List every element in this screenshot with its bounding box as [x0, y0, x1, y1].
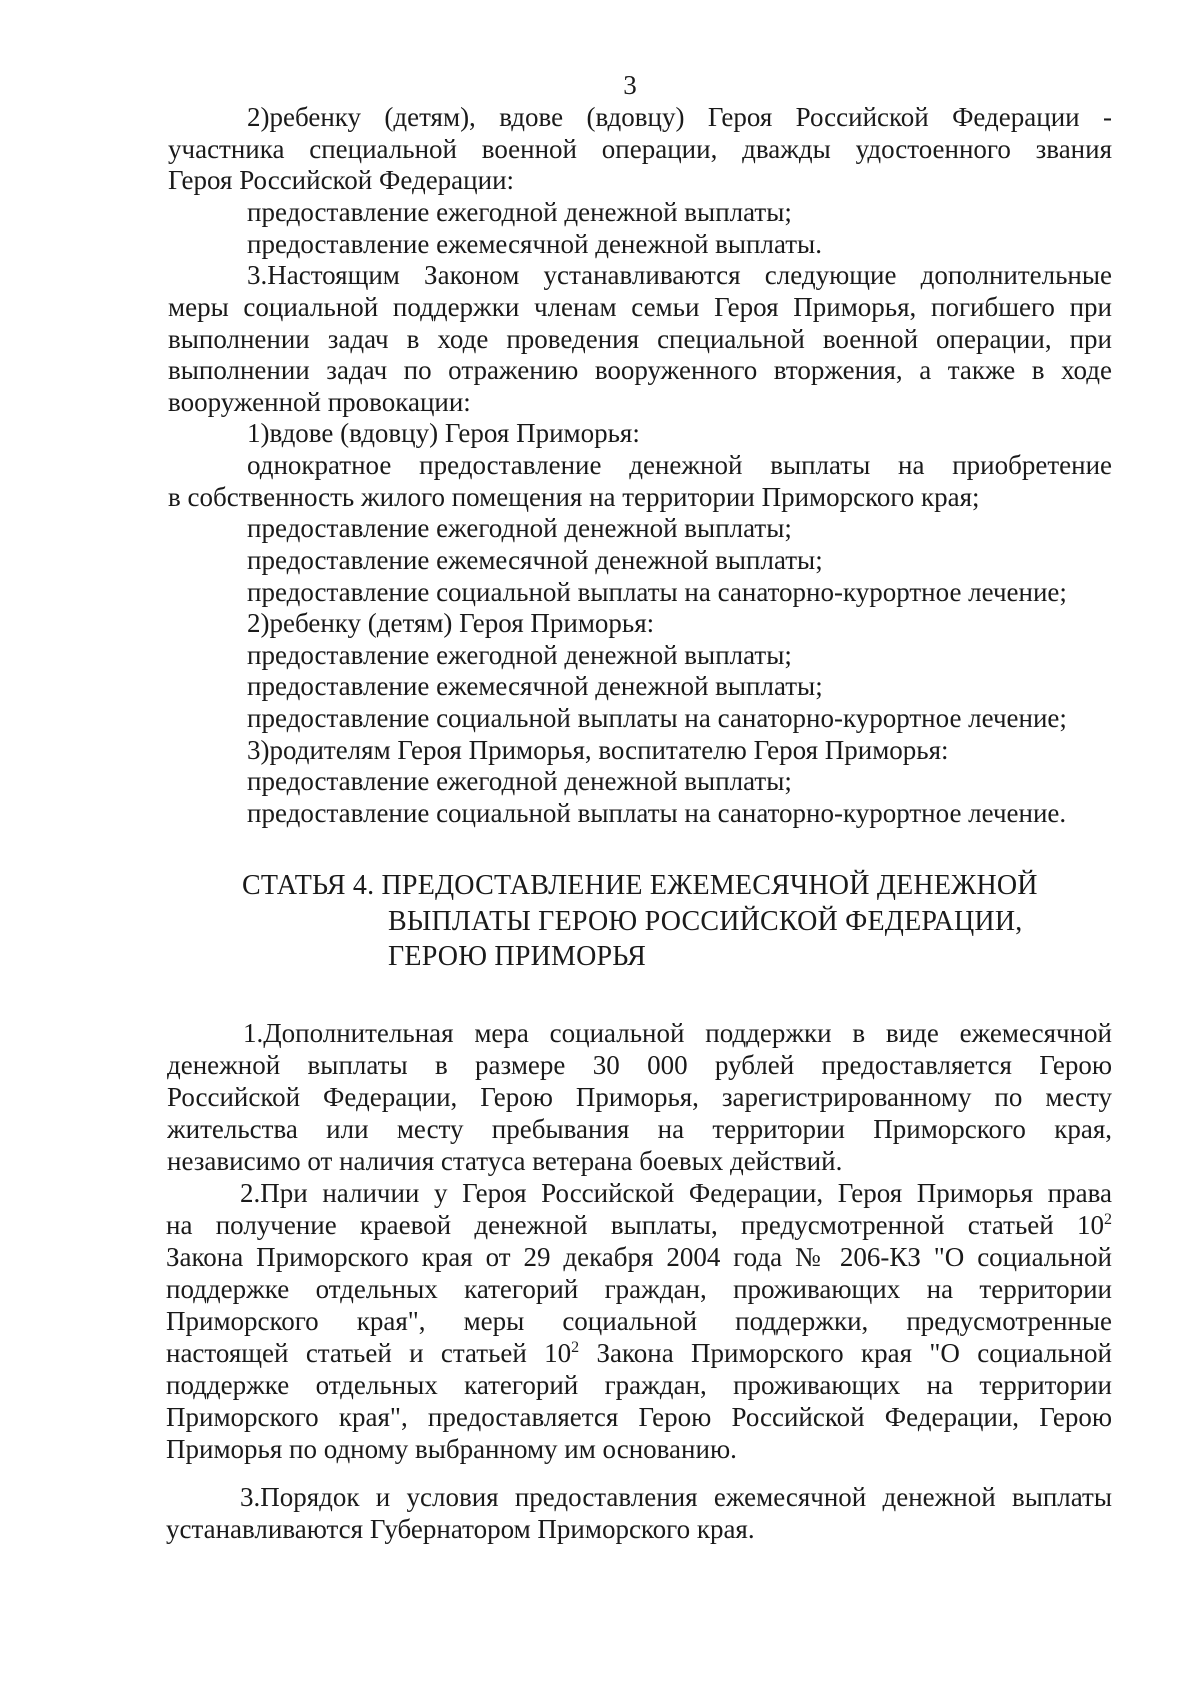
text-line: участника специальной военной операции, дважды удостоенного звания — [168, 134, 1112, 164]
text-line: Российской Федерации, Герою Приморья, зарегистрированному по месту — [167, 1082, 1112, 1112]
text-line: выполнении задач в ходе проведения специальной военной операции, при — [168, 324, 1112, 354]
text-line: меры социальной поддержки членам семьи Героя Приморья, погибшего при — [168, 292, 1112, 322]
text-line: Приморья по одному выбранному им основанию. — [166, 1434, 737, 1464]
text-line: 3)родителям Героя Приморья, воспитателю Героя Приморья: — [247, 735, 949, 765]
text-line: 2)ребенку (детям), вдове (вдовцу) Героя Российской Федерации - — [247, 102, 1112, 132]
text-line: предоставление социальной выплаты на санаторно-курортное лечение. — [247, 798, 1067, 828]
text-line: 1)вдове (вдовцу) Героя Приморья: — [247, 418, 640, 448]
text-line: Закона Приморского края от 29 декабря 2004 года № 206-КЗ "О социальной — [166, 1242, 1112, 1272]
text-line: 3.Настоящим Законом устанавливаются следующие дополнительные — [247, 260, 1112, 290]
text-line: на получение краевой денежной выплаты, предусмотренной статьей $10^2$ — [166, 1210, 1112, 1240]
text-line: выполнении задач по отражению вооруженного вторжения, а также в ходе — [168, 355, 1112, 385]
text-line: Приморского края", меры социальной поддержки, предусмотренные — [166, 1306, 1112, 1336]
text-line: предоставление ежегодной денежной выплаты; — [247, 197, 792, 227]
article-heading: ГЕРОЮ ПРИМОРЬЯ — [388, 941, 646, 972]
article-heading: СТАТЬЯ 4. ПРЕДОСТАВЛЕНИЕ ЕЖЕМЕСЯЧНОЙ ДЕНЕЖНОЙ — [242, 870, 1038, 901]
text-line: предоставление ежегодной денежной выплаты; — [247, 640, 792, 670]
text-line: 2.При наличии у Героя Российской Федерации, Героя Приморья права — [240, 1178, 1112, 1208]
text-line: Приморского края", предоставляется Герою Российской Федерации, Герою — [166, 1402, 1112, 1432]
text-line: жительства или месту пребывания на территории Приморского края, — [167, 1114, 1112, 1144]
text-line: независимо от наличия статуса ветерана боевых действий. — [167, 1146, 843, 1176]
text-line: устанавливаются Губернатором Приморского края. — [166, 1514, 755, 1544]
text-line: поддержке отдельных категорий граждан, проживающих на территории — [166, 1370, 1112, 1400]
text-line: предоставление ежегодной денежной выплаты; — [247, 766, 792, 796]
text-line: 1.Дополнительная мера социальной поддержки в виде ежемесячной — [243, 1018, 1112, 1048]
text-line: в собственность жилого помещения на территории Приморского края; — [168, 482, 980, 512]
page-number: 3 — [623, 70, 637, 100]
text-line: однократное предоставление денежной выплаты на приобретение — [247, 450, 1112, 480]
text-line: предоставление социальной выплаты на санаторно-курортное лечение; — [247, 703, 1067, 733]
text-line: 2)ребенку (детям) Героя Приморья: — [247, 608, 655, 638]
text-line: предоставление ежемесячной денежной выплаты; — [247, 671, 823, 701]
text-line: 3.Порядок и условия предоставления ежемесячной денежной выплаты — [240, 1482, 1112, 1512]
text-line: настоящей статьей и статьей $10^2$ Закона Приморского края "О социальной — [166, 1338, 1112, 1368]
text-line: предоставление социальной выплаты на санаторно-курортное лечение; — [247, 577, 1067, 607]
text-line: Героя Российской Федерации: — [168, 165, 515, 195]
article-heading: ВЫПЛАТЫ ГЕРОЮ РОССИЙСКОЙ ФЕДЕРАЦИИ, — [388, 906, 1023, 937]
text-line: предоставление ежегодной денежной выплаты; — [247, 513, 792, 543]
text-line: предоставление ежемесячной денежной выплаты. — [247, 229, 822, 259]
text-line: вооруженной провокации: — [168, 387, 471, 417]
text-line: поддержке отдельных категорий граждан, проживающих на территории — [166, 1274, 1112, 1304]
text-line: денежной выплаты в размере 30 000 рублей предоставляется Герою — [167, 1050, 1112, 1080]
text-line: предоставление ежемесячной денежной выплаты; — [247, 545, 823, 575]
